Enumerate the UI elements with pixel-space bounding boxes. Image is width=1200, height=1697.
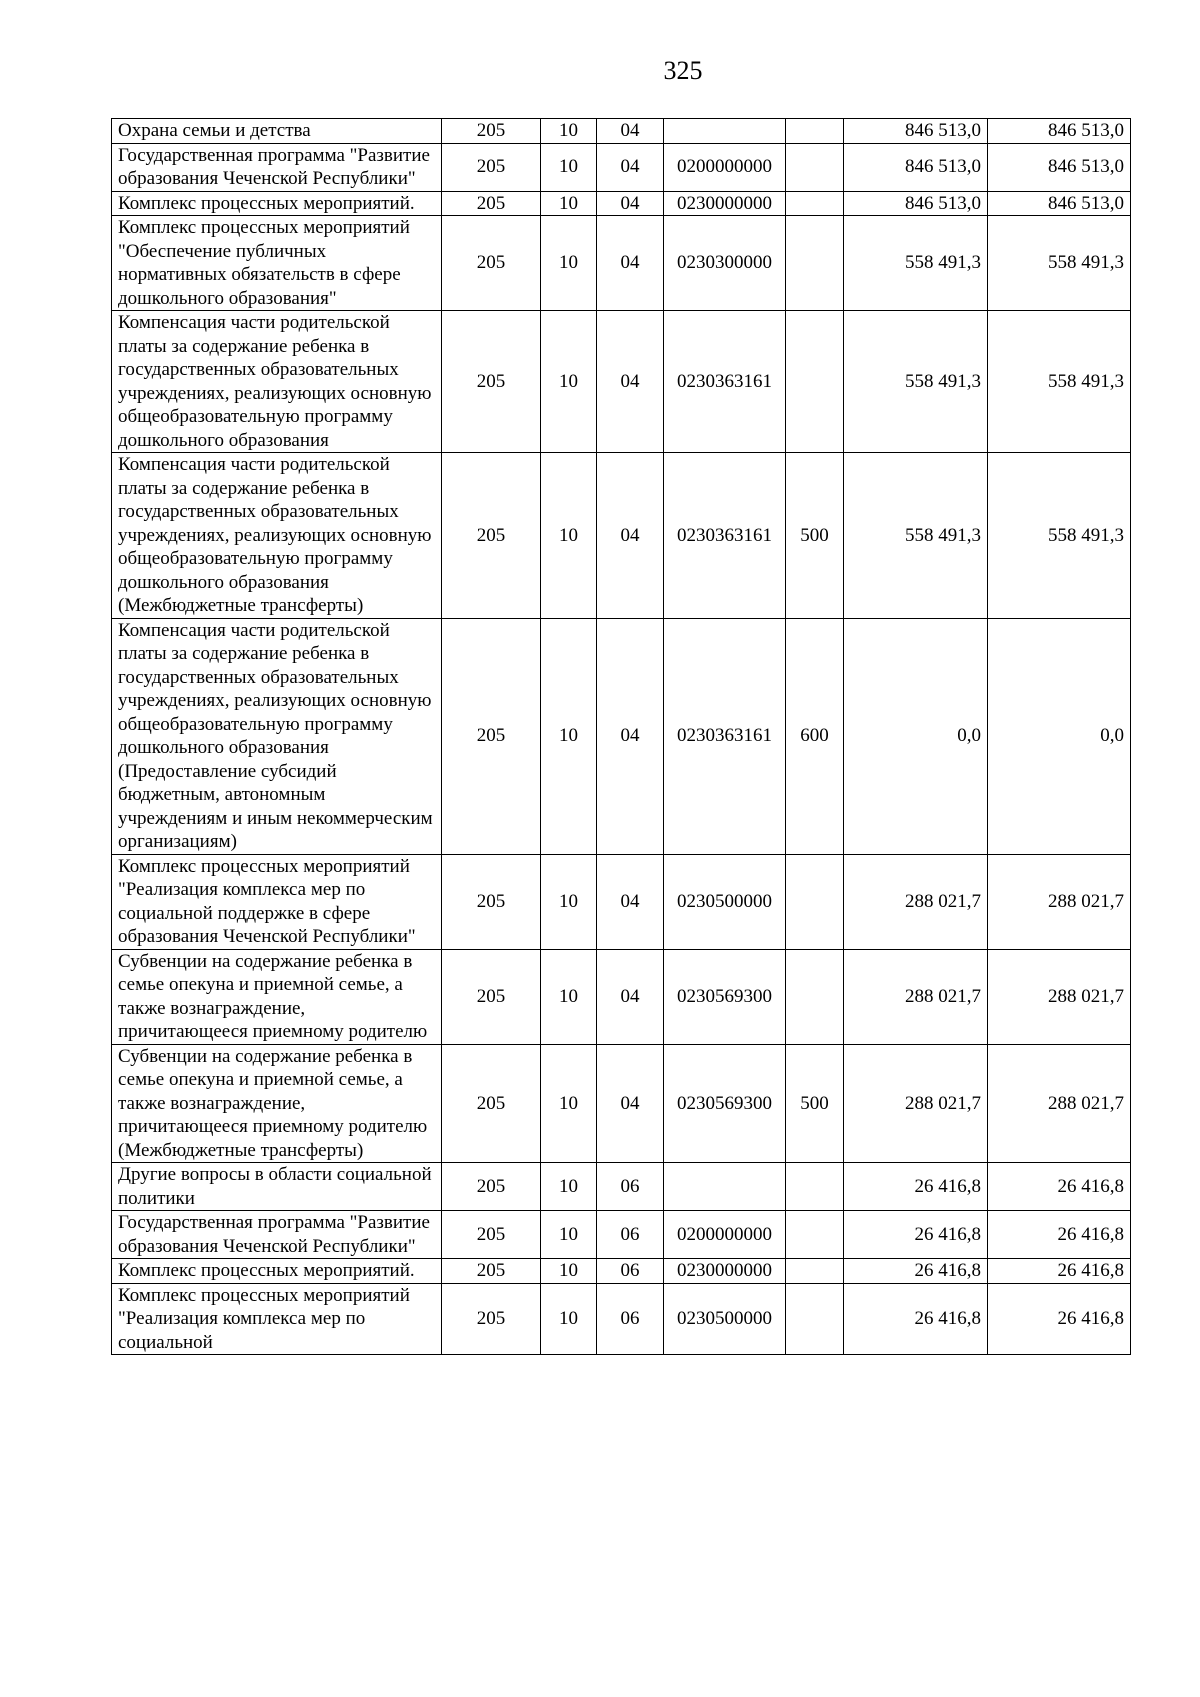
cell-csr: 0230363161	[664, 618, 786, 854]
cell-sum-2: 558 491,3	[988, 453, 1131, 619]
cell-pr: 06	[597, 1259, 664, 1284]
cell-pr: 04	[597, 311, 664, 453]
cell-sum-1: 558 491,3	[844, 453, 988, 619]
cell-name: Охрана семьи и детства	[112, 119, 442, 144]
cell-ved: 205	[442, 143, 541, 191]
cell-pr: 06	[597, 1163, 664, 1211]
cell-name: Комплекс процессных мероприятий "Обеспечение публичных нормативных обязательств в сфере дошкольного образования"	[112, 216, 442, 311]
cell-sum-1: 558 491,3	[844, 216, 988, 311]
table-row	[112, 1283, 1131, 1355]
cell-ved: 205	[442, 949, 541, 1044]
cell-pr: 04	[597, 216, 664, 311]
table-row	[112, 618, 1131, 854]
cell-sum-1: 846 513,0	[844, 191, 988, 216]
cell-rz: 10	[541, 1283, 597, 1355]
cell-pr: 04	[597, 119, 664, 144]
table-row	[112, 119, 1131, 144]
cell-name: Другие вопросы в области социальной политики	[112, 1163, 442, 1211]
cell-vr	[786, 143, 844, 191]
cell-rz: 10	[541, 1163, 597, 1211]
cell-pr: 06	[597, 1211, 664, 1259]
cell-sum-1: 288 021,7	[844, 854, 988, 949]
table-row	[112, 216, 1131, 311]
table-row	[112, 949, 1131, 1044]
budget-table	[111, 118, 1131, 1355]
cell-pr: 04	[597, 949, 664, 1044]
cell-ved: 205	[442, 854, 541, 949]
cell-sum-2: 846 513,0	[988, 143, 1131, 191]
cell-vr	[786, 311, 844, 453]
page-number: 325	[663, 56, 703, 85]
cell-name: Компенсация части родительской платы за содержание ребенка в государственных образовательных учреждениях, реализующих основную общеобразовательную программу дошкольного образования	[112, 311, 442, 453]
cell-rz: 10	[541, 453, 597, 619]
cell-vr: 500	[786, 1044, 844, 1163]
cell-sum-1: 26 416,8	[844, 1163, 988, 1211]
table-row	[112, 1211, 1131, 1259]
table-row	[112, 1044, 1131, 1163]
cell-name: Комплекс процессных мероприятий.	[112, 1259, 442, 1284]
cell-csr: 0230500000	[664, 1283, 786, 1355]
cell-sum-2: 26 416,8	[988, 1259, 1131, 1284]
cell-rz: 10	[541, 1044, 597, 1163]
cell-rz: 10	[541, 1211, 597, 1259]
cell-vr	[786, 1211, 844, 1259]
cell-pr: 04	[597, 618, 664, 854]
cell-csr: 0230500000	[664, 854, 786, 949]
cell-sum-2: 288 021,7	[988, 854, 1131, 949]
cell-rz: 10	[541, 216, 597, 311]
cell-vr	[786, 949, 844, 1044]
cell-sum-1: 26 416,8	[844, 1283, 988, 1355]
cell-vr	[786, 1163, 844, 1211]
cell-ved: 205	[442, 216, 541, 311]
cell-name: Компенсация части родительской платы за содержание ребенка в государственных образовательных учреждениях, реализующих основную общеобразовательную программу дошкольного образования (Межбюджетные трансферты)	[112, 453, 442, 619]
cell-sum-1: 26 416,8	[844, 1211, 988, 1259]
cell-rz: 10	[541, 191, 597, 216]
cell-sum-2: 846 513,0	[988, 191, 1131, 216]
cell-name: Государственная программа "Развитие образования Чеченской Республики"	[112, 1211, 442, 1259]
table-row	[112, 143, 1131, 191]
cell-sum-1: 846 513,0	[844, 143, 988, 191]
cell-name: Комплекс процессных мероприятий "Реализация комплекса мер по социальной поддержке в сфере образования Чеченской Республики"	[112, 854, 442, 949]
cell-ved: 205	[442, 618, 541, 854]
cell-vr	[786, 216, 844, 311]
cell-ved: 205	[442, 1283, 541, 1355]
cell-rz: 10	[541, 618, 597, 854]
cell-pr: 04	[597, 453, 664, 619]
cell-ved: 205	[442, 119, 541, 144]
cell-rz: 10	[541, 119, 597, 144]
cell-sum-2: 288 021,7	[988, 949, 1131, 1044]
cell-csr	[664, 1163, 786, 1211]
cell-sum-1: 26 416,8	[844, 1259, 988, 1284]
cell-pr: 04	[597, 191, 664, 216]
cell-sum-2: 26 416,8	[988, 1283, 1131, 1355]
cell-name: Комплекс процессных мероприятий.	[112, 191, 442, 216]
cell-csr: 0230000000	[664, 1259, 786, 1284]
cell-ved: 205	[442, 311, 541, 453]
cell-rz: 10	[541, 311, 597, 453]
cell-csr	[664, 119, 786, 144]
cell-sum-1: 846 513,0	[844, 119, 988, 144]
cell-ved: 205	[442, 1259, 541, 1284]
cell-sum-1: 0,0	[844, 618, 988, 854]
cell-pr: 04	[597, 1044, 664, 1163]
cell-csr: 0230569300	[664, 1044, 786, 1163]
cell-vr	[786, 854, 844, 949]
table-row	[112, 1259, 1131, 1284]
cell-sum-2: 846 513,0	[988, 119, 1131, 144]
cell-vr: 600	[786, 618, 844, 854]
cell-vr	[786, 191, 844, 216]
table-row	[112, 854, 1131, 949]
cell-sum-2: 558 491,3	[988, 311, 1131, 453]
table-body	[112, 119, 1131, 1355]
cell-pr: 06	[597, 1283, 664, 1355]
cell-sum-2: 26 416,8	[988, 1163, 1131, 1211]
cell-sum-2: 288 021,7	[988, 1044, 1131, 1163]
cell-ved: 205	[442, 1044, 541, 1163]
cell-ved: 205	[442, 1163, 541, 1211]
cell-ved: 205	[442, 453, 541, 619]
table-row	[112, 1163, 1131, 1211]
table-row	[112, 191, 1131, 216]
table-row	[112, 311, 1131, 453]
cell-csr: 0230569300	[664, 949, 786, 1044]
cell-ved: 205	[442, 191, 541, 216]
cell-csr: 0230000000	[664, 191, 786, 216]
cell-name: Субвенции на содержание ребенка в семье опекуна и приемной семье, а также вознаграждение, причитающееся приемному родителю (Межбюджетные трансферты)	[112, 1044, 442, 1163]
cell-name: Комплекс процессных мероприятий "Реализация комплекса мер по социальной	[112, 1283, 442, 1355]
cell-vr	[786, 119, 844, 144]
cell-csr: 0230363161	[664, 453, 786, 619]
cell-vr	[786, 1283, 844, 1355]
cell-sum-1: 288 021,7	[844, 949, 988, 1044]
cell-sum-1: 288 021,7	[844, 1044, 988, 1163]
cell-pr: 04	[597, 854, 664, 949]
cell-sum-2: 558 491,3	[988, 216, 1131, 311]
cell-vr: 500	[786, 453, 844, 619]
cell-csr: 0200000000	[664, 143, 786, 191]
cell-rz: 10	[541, 1259, 597, 1284]
cell-csr: 0200000000	[664, 1211, 786, 1259]
cell-ved: 205	[442, 1211, 541, 1259]
table-row	[112, 453, 1131, 619]
cell-rz: 10	[541, 143, 597, 191]
cell-vr	[786, 1259, 844, 1284]
cell-rz: 10	[541, 949, 597, 1044]
cell-name: Субвенции на содержание ребенка в семье опекуна и приемной семье, а также вознаграждение, причитающееся приемному родителю	[112, 949, 442, 1044]
cell-pr: 04	[597, 143, 664, 191]
cell-name: Государственная программа "Развитие образования Чеченской Республики"	[112, 143, 442, 191]
cell-sum-1: 558 491,3	[844, 311, 988, 453]
cell-csr: 0230363161	[664, 311, 786, 453]
cell-csr: 0230300000	[664, 216, 786, 311]
cell-sum-2: 26 416,8	[988, 1211, 1131, 1259]
cell-name: Компенсация части родительской платы за содержание ребенка в государственных образовательных учреждениях, реализующих основную общеобразовательную программу дошкольного образования (Предоставление субсидий бюджетным, автономным учреждениям и иным некоммерческим организациям)	[112, 618, 442, 854]
cell-sum-2: 0,0	[988, 618, 1131, 854]
cell-rz: 10	[541, 854, 597, 949]
